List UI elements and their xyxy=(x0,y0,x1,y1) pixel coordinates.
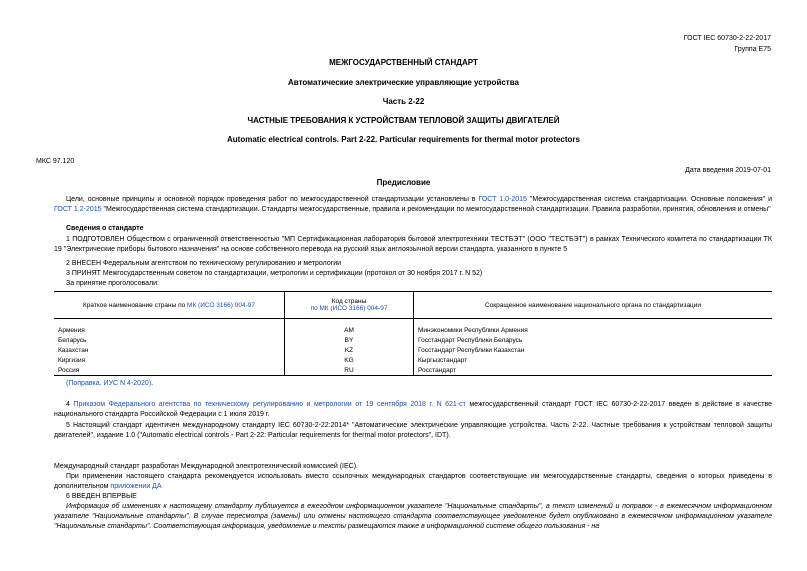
references-note xyxy=(54,472,772,492)
standard-info-heading: Сведения о стандарте xyxy=(66,225,144,232)
voting-table xyxy=(54,291,772,376)
mk-iso-link[interactable]: МК (ИСО 3166) 004-97 xyxy=(187,301,255,309)
body-cell: Росстандарт xyxy=(414,365,773,376)
mks-code: МКС 97.120 xyxy=(36,158,75,165)
appendix-da-link[interactable]: приложении ДА xyxy=(110,483,162,490)
table-header-row xyxy=(54,292,772,319)
changes-info: Информация об изменениях к настоящему стандарту публикуется в ежегодном информационном указателе "Национальные стандарты", а текст изменений и поправок - в ежемесячном информационном указателе "Национальные стандарты". В случае пересмотра (замены) или отмены настоящего стандарта соответствующее уведомление будет опубликовано в ежемесячном информационном указателе "Национальные стандарты". Соответствующая информация, уведомление и тексты размещаются также в информационной системе общего пользования - на xyxy=(54,503,772,530)
intl-standard-note: Международный стандарт разработан Международной электротехнической комиссией (IEC). xyxy=(54,463,358,470)
country-cell: Беларусь xyxy=(58,336,87,344)
introduction-date: Дата введения 2019-07-01 xyxy=(685,167,771,174)
part-title: ЧАСТНЫЕ ТРЕБОВАНИЯ К УСТРОЙСТВАМ ТЕПЛОВОЙ ЗАЩИТЫ ДВИГАТЕЛЕЙ xyxy=(247,116,560,125)
item-3: 3 ПРИНЯТ Межгосударственным советом по стандартизации, метрологии и сертификации (протокол от 30 ноября 2017 г. N 52) xyxy=(66,270,483,277)
item-text: межгосударственный стандарт ГОСТ IEC 60730-2-22-2017 введен в действие в качестве национального стандарта Российской Федерации с 1 июля 2019 г. xyxy=(54,401,772,418)
order-link[interactable]: Приказом Федерального агентства по техническому регулированию и метрологии от 19 сентября 2018 г. N 621-ст xyxy=(73,401,466,408)
item-number: 4 xyxy=(66,401,74,408)
table-row xyxy=(54,355,772,365)
body-cell: Минэкономики Республики Армения xyxy=(414,325,773,335)
document-group: Группа Е75 xyxy=(734,46,771,53)
item-5: 5 Настоящий стандарт идентичен международному стандарту IEC 60730-2-22:2014* "Автоматические электрические управляющие устройства. Часть 2-22. Частные требования к устройствам тепловой защиты двигателей", издание 1.0 ("Automatic electrical controls - Part 2-22: Particular requirements for thermal motor protectors", IDT). xyxy=(54,422,772,439)
standard-type-title: МЕЖГОСУДАРСТВЕННЫЙ СТАНДАРТ xyxy=(329,58,478,67)
code-cell: BY xyxy=(285,335,414,345)
table-row xyxy=(54,345,772,355)
body-cell: Кыргызстандарт xyxy=(414,355,773,365)
item-4 xyxy=(54,400,772,420)
code-cell: KG xyxy=(285,355,414,365)
item-6: 6 ВВЕДЕН ВПЕРВЫЕ xyxy=(66,493,137,500)
item-1: 1 ПОДГОТОВЛЕН Обществом с ограниченной ответственностью "МП Сертификационная лаборатория бытовой электротехники ТЕСТБЭТ" (ООО "ТЕСТБЭТ") в рамках Технического комитета по стандартизации ТК 19 "Электрические приборы бытового назначения" на основе собственного перевода на русский язык англоязычной версии стандарта, указанного в пункте 5 xyxy=(54,236,772,253)
mk-iso-code-link[interactable]: по МК (ИСО 3166) 004-97 xyxy=(310,305,388,312)
header-text: Краткое наименование страны по xyxy=(83,301,188,309)
body-cell: Госстандарт Республики Казахстан xyxy=(414,345,773,355)
country-cell: Армения xyxy=(58,326,85,334)
amendment-link[interactable]: (Поправка. ИУС N 4-2020) xyxy=(66,380,152,387)
country-cell: Киргизия xyxy=(58,356,86,364)
table-row xyxy=(54,335,772,345)
table-row xyxy=(54,325,772,335)
gost-1-2-link[interactable]: ГОСТ 1.2-2015 xyxy=(54,206,102,213)
standard-subtitle: Автоматические электрические управляющие устройства xyxy=(287,78,519,87)
gost-1-0-link[interactable]: ГОСТ 1.0-2015 xyxy=(478,196,527,203)
standard-part: Часть 2-22 xyxy=(382,97,425,106)
paragraph-text: "Межгосударственная система стандартизации. Основные положения" и xyxy=(526,196,772,203)
code-cell: KZ xyxy=(285,345,414,355)
header-body: Сокращенное наименование национального органа по стандартизации xyxy=(414,292,773,319)
note-text: При применении настоящего стандарта рекомендуется использовать вместо ссылочных международных стандартов соответствующие им межгосударственные стандарты, сведения о которых приведены в дополнительном xyxy=(54,473,772,490)
item-2: 2 ВНЕСЕН Федеральным агентством по техническому регулированию и метрологии xyxy=(66,260,342,267)
table-row xyxy=(54,365,772,376)
header-code xyxy=(285,292,414,319)
code-cell: AM xyxy=(285,325,414,335)
body-cell: Госстандарт Республики Беларусь xyxy=(414,335,773,345)
amendment-dot: . xyxy=(151,380,154,387)
english-title: Automatic electrical controls. Part 2-22. Particular requirements for thermal motor protectors xyxy=(227,135,580,144)
paragraph-text: Цели, основные принципы и основной порядок проведения работ по межгосударственной стандартизации установлены в xyxy=(66,196,479,203)
paragraph-text: "Межгосударственная система стандартизации. Стандарты межгосударственные, правила и рекомендации по межгосударственной стандартизации. Правила разработки, принятия, обновления и отмены" xyxy=(101,206,771,213)
document-id: ГОСТ IEC 60730-2-22-2017 xyxy=(683,35,771,42)
amendment-note xyxy=(66,379,153,388)
voted-label: За принятие проголосовали: xyxy=(66,280,159,287)
country-cell: Казахстан xyxy=(58,346,89,354)
header-country xyxy=(54,292,285,319)
foreword-heading: Предисловие xyxy=(376,178,431,187)
foreword-paragraph xyxy=(54,195,772,215)
header-text: Код страны xyxy=(331,298,367,305)
country-cell: Россия xyxy=(54,365,285,376)
code-cell: RU xyxy=(285,365,414,376)
